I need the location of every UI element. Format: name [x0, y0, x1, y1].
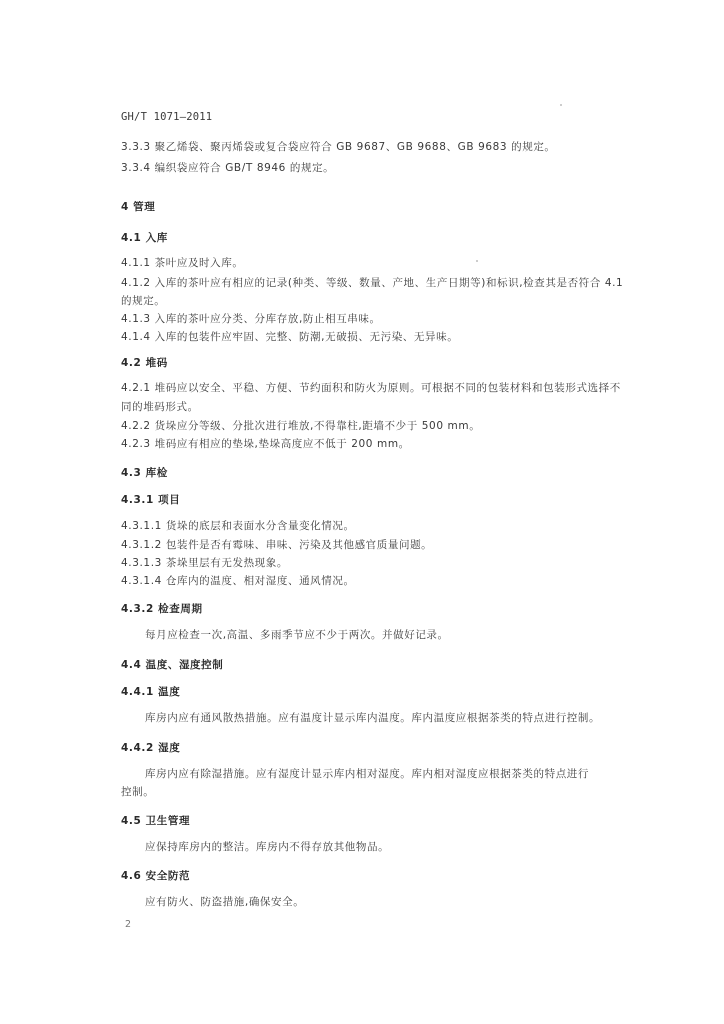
paragraph-4-4-2-continued: 控制。 [121, 786, 155, 798]
paragraph-4-4-2: 库房内应有除湿措施。应有湿度计显示库内相对湿度。库内相对湿度应根据茶类的特点进行 [145, 768, 589, 780]
scan-speck [476, 260, 478, 262]
clause-4-1-2: 4.1.2 入库的茶叶应有相应的记录(种类、等级、数量、产地、生产日期等)和标识,检查其是否符合 4.1 [121, 277, 624, 289]
section-4-heading: 4 管理 [121, 201, 156, 213]
paragraph-4-4-1: 库房内应有通风散热措施。应有温度计显示库内温度。库内温度应根据茶类的特点进行控制。 [145, 712, 601, 724]
section-4-4-1-heading: 4.4.1 温度 [121, 686, 181, 698]
section-4-2-heading: 4.2 堆码 [121, 357, 168, 369]
clause-4-3-1-2: 4.3.1.2 包装件是否有霉味、串味、污染及其他感官质量问题。 [121, 539, 433, 551]
section-4-6-heading: 4.6 安全防范 [121, 870, 191, 882]
paragraph-4-3-2: 每月应检查一次,高温、多雨季节应不少于两次。并做好记录。 [145, 629, 449, 641]
clause-3-3-4: 3.3.4 编织袋应符合 GB/T 8946 的规定。 [121, 162, 335, 174]
clause-4-2-1-continued: 同的堆码形式。 [121, 401, 199, 413]
paragraph-4-5: 应保持库房内的整洁。库房内不得存放其他物品。 [145, 841, 390, 853]
section-4-3-2-heading: 4.3.2 检查周期 [121, 603, 203, 615]
section-4-4-2-heading: 4.4.2 湿度 [121, 742, 181, 754]
clause-4-1-2-continued: 的规定。 [121, 295, 166, 307]
clause-4-2-1: 4.2.1 堆码应以安全、平稳、方便、节约面积和防火为原则。可根据不同的包装材料和包装形式选择不 [121, 382, 621, 394]
page-number: 2 [125, 919, 132, 930]
clause-4-3-1-1: 4.3.1.1 货垛的底层和表面水分含量变化情况。 [121, 520, 355, 532]
clause-4-2-2: 4.2.2 货垛应分等级、分批次进行堆放,不得靠柱,距墙不少于 500 mm。 [121, 420, 481, 432]
paragraph-4-6: 应有防火、防盗措施,确保安全。 [145, 896, 305, 908]
section-4-1-heading: 4.1 入库 [121, 232, 168, 244]
section-4-4-heading: 4.4 温度、湿度控制 [121, 659, 224, 671]
section-4-5-heading: 4.5 卫生管理 [121, 815, 191, 827]
section-4-3-heading: 4.3 库检 [121, 467, 168, 479]
standard-code-header: GH/T 1071—2011 [121, 111, 213, 123]
clause-4-2-3: 4.2.3 堆码应有相应的垫垛,垫垛高度应不低于 200 mm。 [121, 438, 410, 450]
clause-4-3-1-3: 4.3.1.3 茶垛里层有无发热现象。 [121, 557, 288, 569]
section-4-3-1-heading: 4.3.1 项目 [121, 494, 181, 506]
clause-4-1-4: 4.1.4 入库的包装件应牢固、完整、防潮,无破损、无污染、无异味。 [121, 331, 459, 343]
clause-4-3-1-4: 4.3.1.4 仓库内的温度、相对湿度、通风情况。 [121, 575, 355, 587]
clause-4-1-3: 4.1.3 入库的茶叶应分类、分库存放,防止相互串味。 [121, 313, 381, 325]
scan-speck [560, 104, 562, 106]
clause-4-1-1: 4.1.1 茶叶应及时入库。 [121, 257, 244, 269]
clause-3-3-3: 3.3.3 聚乙烯袋、聚丙烯袋或复合袋应符合 GB 9687、GB 9688、GB 9683 的规定。 [121, 141, 556, 153]
